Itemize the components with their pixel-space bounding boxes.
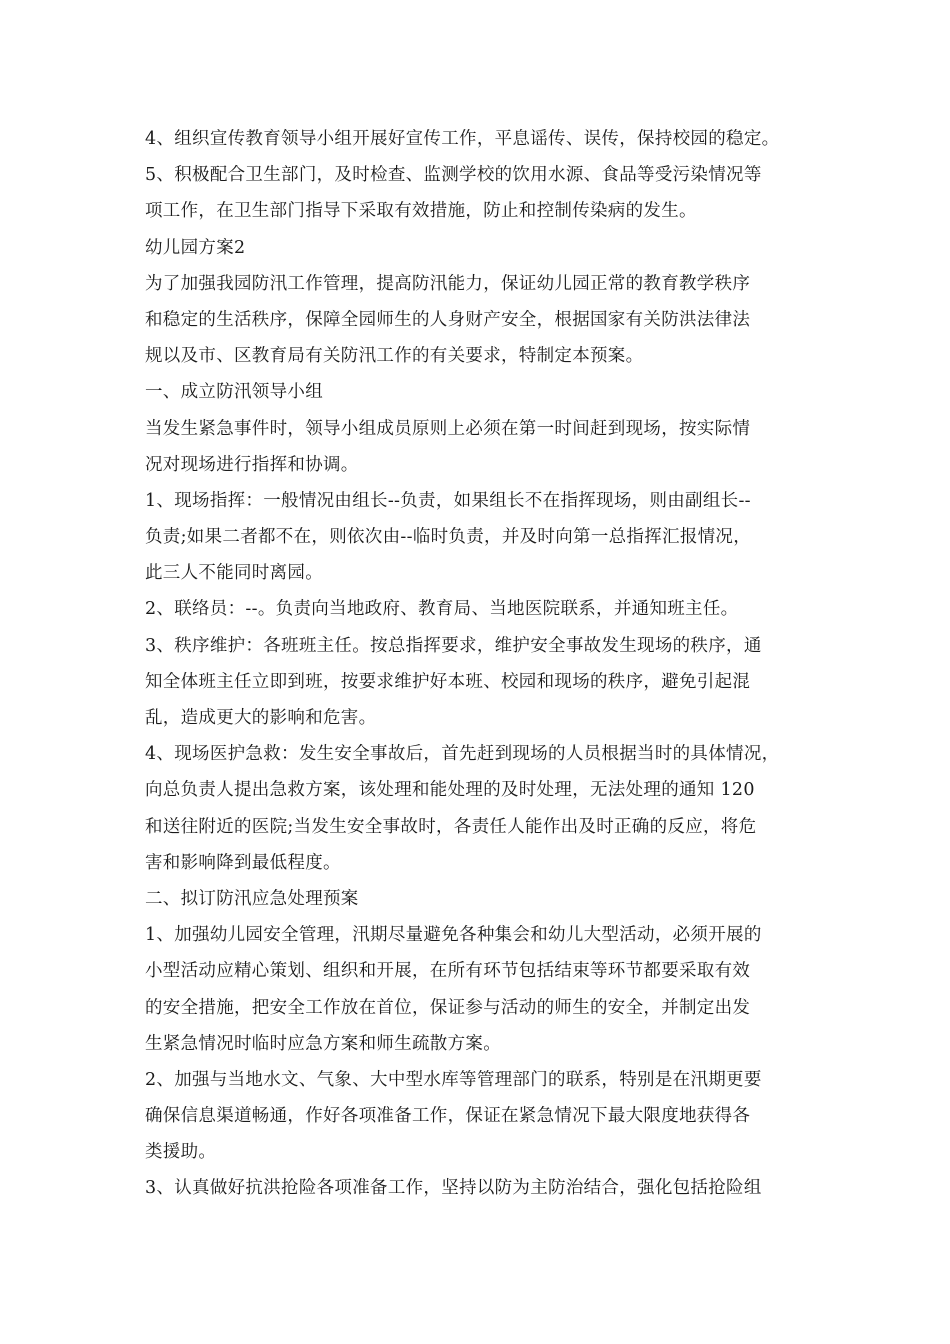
text-line: 3、秩序维护：各班班主任。按总指挥要求，维护安全事故发生现场的秩序，通 bbox=[145, 635, 762, 656]
text-line: 规以及市、区教育局有关防汛工作的有关要求，特制定本预案。 bbox=[145, 346, 644, 367]
text-line: 的安全措施，把安全工作放在首位，保证参与活动的师生的安全，并制定出发 bbox=[145, 997, 751, 1018]
text-line: 2、联络员：--。负责向当地政府、教育局、当地医院联系，并通知班主任。 bbox=[145, 599, 739, 620]
text-line: 况对现场进行指挥和协调。 bbox=[145, 454, 359, 475]
text-line: 3、认真做好抗洪抢险各项准备工作，坚持以防为主防治结合，强化包括抢险组 bbox=[145, 1178, 762, 1199]
text-line: 生紧急情况时临时应急方案和师生疏散方案。 bbox=[145, 1033, 501, 1054]
text-line: 1、现场指挥：一般情况由组长--负责，如果组长不在指挥现场，则由副组长-- bbox=[145, 490, 751, 511]
text-line: 为了加强我园防汛工作管理，提高防汛能力，保证幼儿园正常的教育教学秩序 bbox=[145, 273, 751, 294]
text-line: 5、积极配合卫生部门，及时检查、监测学校的饮用水源、食品等受污染情况等 bbox=[145, 165, 762, 186]
text-line: 小型活动应精心策划、组织和开展，在所有环节包括结束等环节都要采取有效 bbox=[145, 961, 751, 982]
text-line: 1、加强幼儿园安全管理，汛期尽量避免各种集会和幼儿大型活动，必须开展的 bbox=[145, 925, 762, 946]
text-line: 和稳定的生活秩序，保障全园师生的人身财产安全，根据国家有关防洪法律法 bbox=[145, 309, 751, 330]
section-heading: 二、拟订防汛应急处理预案 bbox=[145, 888, 359, 909]
text-line: 害和影响降到最低程度。 bbox=[145, 852, 341, 873]
text-line: 知全体班主任立即到班，按要求维护好本班、校园和现场的秩序，避免引起混 bbox=[145, 671, 751, 692]
text-line: 项工作，在卫生部门指导下采取有效措施，防止和控制传染病的发生。 bbox=[145, 201, 697, 222]
text-line: 确保信息渠道畅通，作好各项准备工作，保证在紧急情况下最大限度地获得各 bbox=[145, 1106, 751, 1127]
text-line: 4、组织宣传教育领导小组开展好宣传工作，平息谣传、误传，保持校园的稳定。 bbox=[145, 129, 780, 149]
text-line: 当发生紧急事件时，领导小组成员原则上必须在第一时间赶到现场，按实际情 bbox=[145, 418, 751, 439]
section-heading: 幼儿园方案2 bbox=[145, 237, 246, 258]
text-line: 此三人不能同时离园。 bbox=[145, 563, 323, 584]
text-line: 2、加强与当地水文、气象、大中型水库等管理部门的联系，特别是在汛期更要 bbox=[145, 1069, 762, 1090]
text-line: 4、现场医护急救：发生安全事故后，首先赶到现场的人员根据当时的具体情况， bbox=[145, 744, 780, 765]
text-line: 类援助。 bbox=[145, 1142, 217, 1163]
text-line: 乱，造成更大的影响和危害。 bbox=[145, 708, 377, 728]
section-heading: 一、成立防汛领导小组 bbox=[145, 382, 323, 403]
text-line: 和送往附近的医院;当发生安全事故时，各责任人能作出及时正确的反应，将危 bbox=[145, 816, 757, 837]
document-body bbox=[145, 121, 813, 1207]
text-line: 负责;如果二者都不在，则依次由--临时负责，并及时向第一总指挥汇报情况， bbox=[145, 527, 752, 548]
text-line: 向总负责人提出急救方案，该处理和能处理的及时处理，无法处理的通知 120 bbox=[145, 780, 755, 801]
